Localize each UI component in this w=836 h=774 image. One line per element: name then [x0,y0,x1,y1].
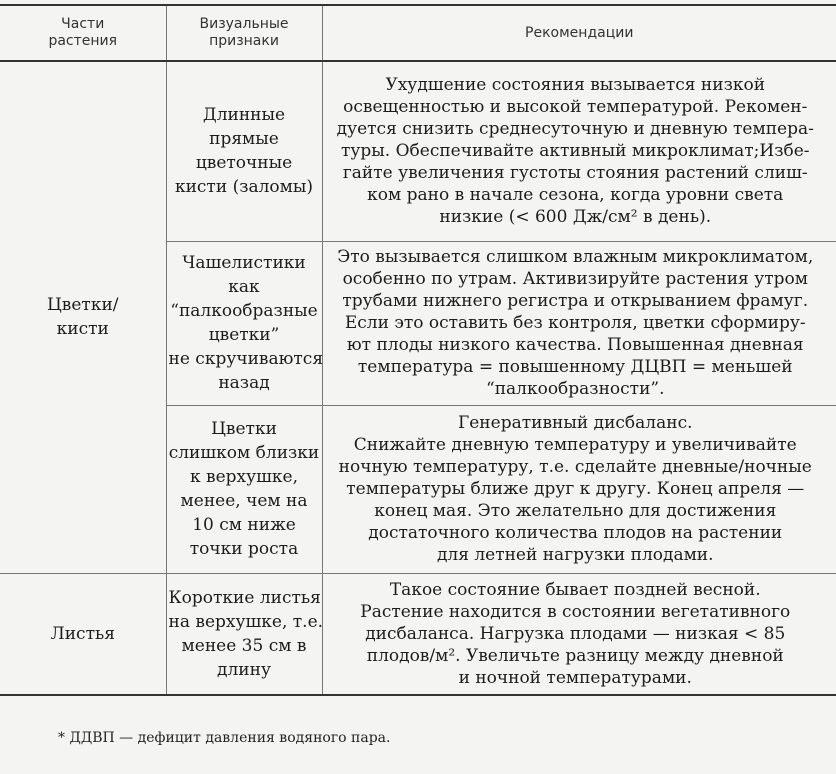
recommendations-table [0,4,836,696]
header-signs: Визуальные признаки [166,5,322,61]
sign-cell: Длинные прямые цветочные кисти (заломы) [166,61,322,241]
recommendation-cell: Такое состояние бывает поздней весной. Растение находится в состоянии вегетативного дисбаланса. Нагрузка плодами — низкая < 85 плодов/м². Увеличьте разницу между дневной и ночной температурами. [322,573,836,695]
table-row [0,61,836,241]
part-leaves: Листья [0,573,166,695]
sign-cell: Короткие листья на верхушке, т.е. менее 35 см в длину [166,573,322,695]
sign-cell: Чашелистики как “палкообразные цветки” не скручиваются назад [166,241,322,405]
header-row [0,5,836,61]
sign-cell: Цветки слишком близки к верхушке, менее, чем на 10 см ниже точки роста [166,405,322,573]
table-row [0,573,836,695]
header-recommendations: Рекомендации [322,5,836,61]
footnote: * ДДВП — дефицит давления водяного пара. [58,730,391,746]
recommendation-cell: Ухудшение состояния вызывается низкой освещенностью и высокой температурой. Рекомен- дуется снизить среднесуточную и дневную темпера- туры. Обеспечивайте активный микроклимат;Избе- гайте увеличения густоты стояния растений слиш- ком рано в начале сезона, когда уровни света низкие (< 600 Дж/см² в день). [322,61,836,241]
part-flowers: Цветки/ кисти [0,61,166,573]
header-parts: Части растения [0,5,166,61]
recommendation-cell: Это вызывается слишком влажным микроклиматом, особенно по утрам. Активизируйте растения утром трубами нижнего регистра и открыванием фрамуг. Если это оставить без контроля, цветки сформиру- ют плоды низкого качества. Повышенная дневная температура = повышенному ДЦВП = меньшей “палкообразности”. [322,241,836,405]
recommendation-cell: Генеративный дисбаланс. Снижайте дневную температуру и увеличивайте ночную температуру, т.е. сделайте дневные/ночные температуры ближе друг к другу. Конец апреля — конец мая. Это желательно для достижения достаточного количества плодов на растении для летней нагрузки плодами. [322,405,836,573]
